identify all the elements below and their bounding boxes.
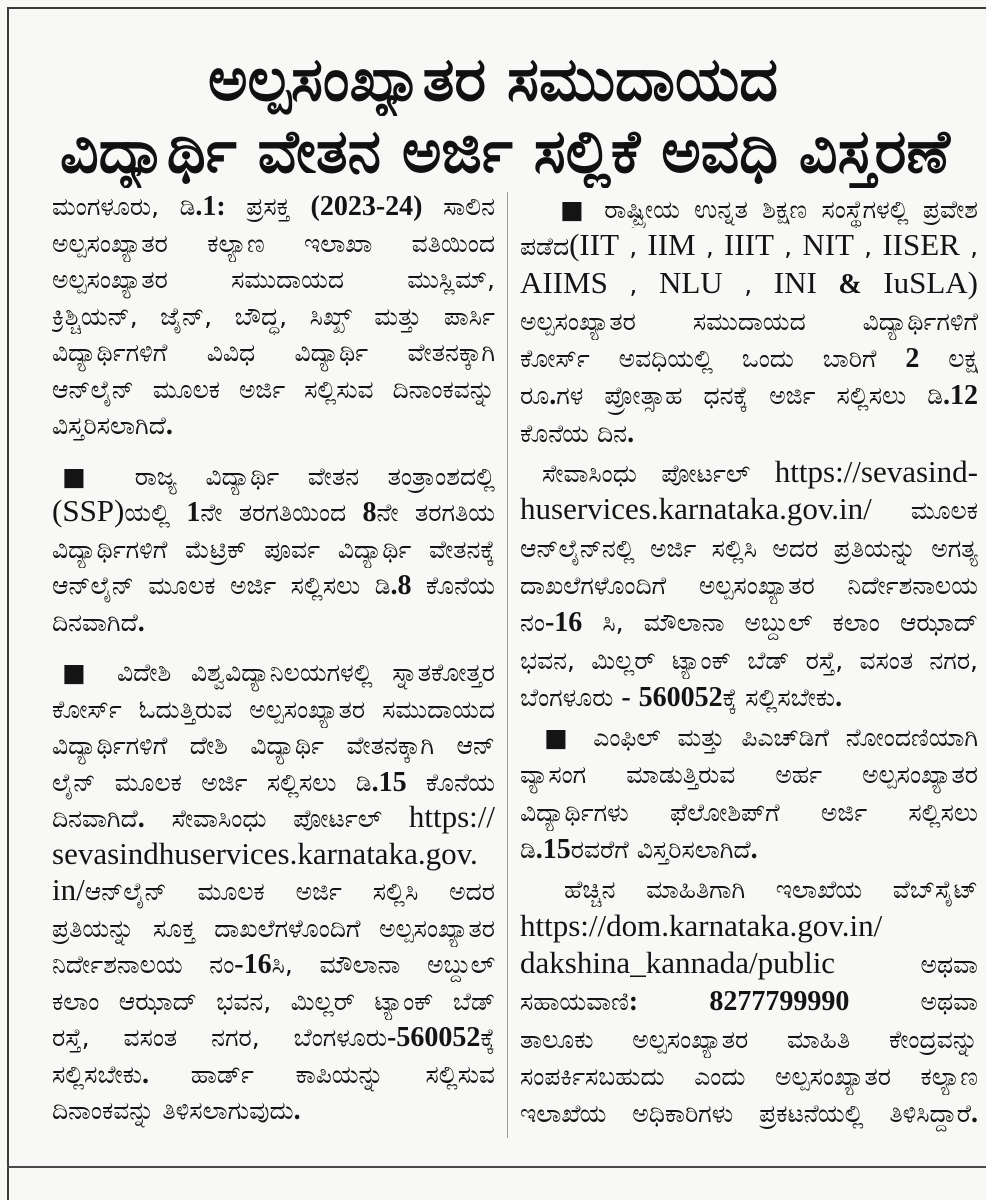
text-line: ಸಲ್ಲಿಸಬೇಕು. ಹಾರ್ಡ್ ಕಾಪಿಯನ್ನು ಸಲ್ಲಿಸುವ — [52, 1058, 495, 1090]
text-run: . — [137, 803, 145, 834]
text-line: huservices.karnataka.gov.in/ ಮೂಲಕ — [520, 492, 978, 527]
text-run: : — [628, 986, 639, 1018]
text-line: ಡಿ.15ರವರೆಗೆ ವಿಸ್ತರಿಸಲಾಗಿದೆ. — [520, 834, 758, 866]
text-line: ಕೋರ್ಸ್ ಅವಧಿಯಲ್ಲಿ ಒಂದು ಬಾರಿಗೆ 2 ಲಕ್ಷ — [520, 343, 978, 375]
text-run: NIT — [802, 228, 854, 263]
bottom-border — [7, 1166, 986, 1168]
text-run: .15 — [535, 834, 571, 866]
text-run: . — [750, 834, 758, 866]
text-run: huservices.karnataka.gov.in/ — [520, 492, 872, 527]
text-run: - — [621, 681, 631, 713]
text-run: sevasindhuservices.karnataka.gov. — [52, 837, 478, 871]
text-run: https:// — [408, 801, 495, 834]
text-line: ವಿಸ್ತರಿಸಲಾಗಿದೆ. — [52, 410, 173, 441]
left-paragraph-1 — [52, 189, 495, 445]
text-line: ಹೆಚ್ಚಿನ ಮಾಹಿತಿಗಾಗಿ ಇಲಾಖೆಯ ವೆಬ್‌ಸೈಟ್ — [564, 875, 978, 905]
text-line: ಪಡೆದ(IIT , IIM , IIIT , NIT , IISER , — [520, 228, 978, 263]
text-run: -16 — [234, 949, 272, 980]
text-line: ಅಲ್ಪಸಂಖ್ಯಾತರ ಕಲ್ಯಾಣ ಇಲಾಖಾ ವತಿಯಿಂದ — [52, 228, 495, 258]
text-run: & — [838, 268, 862, 300]
text-line: ಬೆಂಗಳೂರು - 560052ಕ್ಕೆ ಸಲ್ಲಿಸಬೇಕು. — [520, 681, 843, 713]
column-divider — [507, 192, 508, 1138]
text-line: (SSP)ಯಲ್ಲಿ 1ನೇ ತರಗತಿಯಿಂದ 8ನೇ ತರಗತಿಯ — [52, 495, 495, 528]
text-run: https://sevasind- — [774, 455, 978, 490]
text-run: IISER — [882, 228, 960, 263]
text-run: AIIMS — [520, 265, 608, 300]
text-line: in/ಆನ್‌ಲೈನ್ ಮೂಲಕ ಅರ್ಜಿ ಸಲ್ಲಿಸಿ ಅದರ — [52, 874, 495, 907]
text-run: INI — [773, 265, 817, 300]
right-column — [520, 191, 978, 1132]
text-run: (IIT — [569, 228, 620, 263]
text-run: IIIT — [724, 228, 774, 263]
text-line: ಕಲಾಂ ಆಝಾದ್ ಭವನ, ಮಿಲ್ಲರ್ ಟ್ಯಾಂಕ್ ಬೆಡ್ — [52, 986, 495, 1016]
text-run: IuSLA) — [883, 265, 978, 300]
text-run: 8277799990 — [709, 986, 850, 1018]
headline — [0, 44, 986, 188]
text-line — [52, 838, 495, 875]
text-run: (2023-24) — [310, 191, 423, 222]
text-run: . — [549, 380, 557, 412]
text-line: ಸಹಾಯವಾಣಿ: 8277799990 ಅಥವಾ — [520, 986, 978, 1018]
text-line: ತಾಲೂಕು ಅಲ್ಪಸಂಖ್ಯಾತರ ಮಾಹಿತಿ ಕೇಂದ್ರವನ್ನು — [520, 1024, 978, 1054]
text-run: -560052 — [387, 1022, 481, 1053]
text-line: ಲೈನ್ ಮೂಲಕ ಅರ್ಜಿ ಸಲ್ಲಿಸಲು ಡಿ.15 ಕೊನೆಯ — [52, 766, 495, 798]
top-border — [7, 7, 986, 9]
text-line: ■ ರಾಷ್ಟ್ರೀಯ ಉನ್ನತ ಶಿಕ್ಷಣ ಸಂಸ್ಥೆಗಳಲ್ಲಿ ಪ್ರವೇಶ — [560, 195, 978, 224]
text-line: ಸಂಪರ್ಕಿಸಬಹುದು ಎಂದು ಅಲ್ಪಸಂಖ್ಯಾತರ ಕಲ್ಯಾಣ — [520, 1061, 978, 1091]
text-line: ರಸ್ತೆ, ವಸಂತ ನಗರ, ಬೆಂಗಳೂರು-560052ಕ್ಕೆ — [52, 1022, 495, 1053]
text-run: . — [165, 410, 173, 441]
text-line: ದಾಖಲೆಗಳೊಂದಿಗೆ ಅಲ್ಪಸಂಖ್ಯಾತರ ನಿರ್ದೇಶನಾಲಯ — [520, 570, 978, 600]
text-run: NLU — [658, 265, 723, 300]
text-line: ಕ್ರಿಶ್ಚಿಯನ್, ಜೈನ್, ಬೌದ್ಧ, ಸಿಖ್ಖ್ ಮತ್ತು ಪಾರ್ಸಿ — [52, 301, 495, 331]
text-line: ಭವನ, ಮಿಲ್ಲರ್ ಟ್ಯಾಂಕ್ ಬೆಡ್ ರಸ್ತೆ, ವಸಂತ ನಗರ, — [520, 645, 978, 675]
text-line: ಅಲ್ಪಸಂಖ್ಯಾತರ ಸಮುದಾಯದ ವಿದ್ಯಾರ್ಥಿಗಳಿಗೆ — [520, 306, 978, 336]
text-line: ಆನ್‌ಲೈನ್ ಮೂಲಕ ಅರ್ಜಿ ಸಲ್ಲಿಸುವ ದಿನಾಂಕವನ್ನು — [52, 374, 495, 404]
text-line: ರೂ.ಗಳ ಪ್ರೋತ್ಸಾಹ ಧನಕ್ಕೆ ಅರ್ಜಿ ಸಲ್ಲಿಸಲು ಡಿ.12 — [520, 380, 978, 412]
right-paragraph-3 — [520, 719, 978, 868]
right-paragraph-4 — [520, 871, 978, 1132]
text-line: ನಿರ್ದೇಶನಾಲಯ ನಂ-16ಸಿ, ಮೌಲಾನಾ ಅಬ್ದುಲ್ — [52, 949, 495, 980]
text-line: ವಿದ್ಯಾರ್ಥಿಗಳಿಗೆ ವಿವಿಧ ವಿದ್ಯಾರ್ಥಿ ವೇತನಕ್ಕಾಗಿ — [52, 338, 495, 367]
text-run: 560052 — [638, 681, 723, 713]
text-run: . — [137, 606, 145, 638]
left-paragraph-3 — [52, 655, 495, 1130]
right-paragraph-1 — [520, 191, 978, 452]
text-line: ವಿದ್ಯಾರ್ಥಿಗಳಿಗೆ ದೇಶಿ ವಿದ್ಯಾರ್ಥಿ ವೇತನಕ್ಕಾಗಿ ಆನ್ — [52, 731, 495, 760]
text-run: .1: — [195, 191, 226, 222]
text-line: ದಿನವಾಗಿದೆ. ಸೇವಾಸಿಂಧು ಪೋರ್ಟಲ್ https:// — [52, 801, 495, 834]
text-line: ಪ್ರತಿಯನ್ನು ಸೂಕ್ತ ದಾಖಲೆಗಳೊಂದಿಗೆ ಅಲ್ಪಸಂಖ್ಯಾತರ — [52, 913, 495, 943]
text-line: ನಂ-16 ಸಿ, ಮೌಲಾನಾ ಅಬ್ದುಲ್ ಕಲಾಂ ಆಝಾದ್ — [520, 607, 978, 639]
text-run: . — [835, 681, 843, 713]
right-paragraph-2 — [520, 455, 978, 716]
text-run: 2 — [905, 343, 920, 375]
text-run: -16 — [544, 607, 583, 639]
text-run: . — [627, 417, 635, 449]
text-line: ಅಲ್ಪಸಂಖ್ಯಾತರ ಸಮುದಾಯದ ಮುಸ್ಲಿಮ್, — [52, 265, 495, 294]
text-line: ವ್ಯಾಸಂಗ ಮಾಡುತ್ತಿರುವ ಅರ್ಹ ಅಲ್ಪಸಂಖ್ಯಾತರ — [520, 760, 978, 790]
text-run: .15 — [371, 766, 407, 798]
text-line: ಆನ್‌ಲೈನ್ ಮೂಲಕ ಅರ್ಜಿ ಸಲ್ಲಿಸಲು ಡಿ.8 ಕೊನೆಯ — [52, 570, 495, 601]
text-line: ಆನ್‌ಲೈನ್‌ನಲ್ಲಿ ಅರ್ಜಿ ಸಲ್ಲಿಸಿ ಅದರ ಪ್ರತಿಯನ್ನು ಅಗತ್ಯ — [520, 533, 978, 563]
text-run: IIM — [647, 228, 696, 263]
text-line: ■ ರಾಜ್ಯ ವಿದ್ಯಾರ್ಥಿ ವೇತನ ತಂತ್ರಾಂಶದಲ್ಲಿ — [62, 461, 495, 491]
text-run: 1 — [186, 497, 201, 528]
text-line: ದಿನವಾಗಿದೆ. — [52, 606, 145, 638]
text-line: ■ ಎಂಫಿಲ್ ಮತ್ತು ಪಿಎಚ್‌ಡಿಗೆ ನೋಂದಣಿಯಾಗಿ — [544, 723, 978, 753]
headline-line-2: ವಿದ್ಯಾರ್ಥಿ ವೇತನ ಅರ್ಜಿ ಸಲ್ಲಿಕೆ ಅವಧಿ ವಿಸ್ತರಣೆ — [59, 117, 951, 187]
text-run: .12 — [943, 380, 978, 412]
text-run: 8 — [362, 497, 377, 528]
text-line: ವಿದ್ಯಾರ್ಥಿಗಳಿಗೆ ಮೆಟ್ರಿಕ್ ಪೂರ್ವ ವಿದ್ಯಾರ್ಥಿ ವೇತನಕ್ಕೆ — [52, 534, 495, 564]
text-line: ಕೋರ್ಸ್ ಓದುತ್ತಿರುವ ಅಲ್ಪಸಂಖ್ಯಾತರ ಸಮುದಾಯದ — [52, 694, 495, 724]
text-line: AIIMS , NLU , INI & IuSLA) — [520, 265, 978, 300]
text-run: (SSP) — [52, 495, 125, 528]
text-run: https://dom.karnataka.gov.in/ — [520, 908, 883, 943]
text-run: . — [141, 1058, 149, 1090]
text-line: ಇಲಾಖೆಯ ಅಧಿಕಾರಿಗಳು ಪ್ರಕಟನೆಯಲ್ಲಿ ತಿಳಿಸಿದ್ದಾರೆ. — [520, 1098, 978, 1130]
text-run: . — [971, 1098, 978, 1130]
text-line: ವಿದ್ಯಾರ್ಥಿಗಳು ಫೆಲೋಶಿಪ್‌ಗೆ ಅರ್ಜಿ ಸಲ್ಲಿಸಲು — [520, 797, 978, 827]
text-line: ದಿನಾಂಕವನ್ನು ತಿಳಿಸಲಾಗುವುದು. — [52, 1095, 301, 1126]
text-run: . — [293, 1095, 301, 1126]
left-column — [52, 189, 495, 1130]
text-line: ಸೇವಾಸಿಂಧು ಪೋರ್ಟಲ್ https://sevasind- — [542, 455, 978, 490]
text-line — [520, 909, 978, 946]
text-line: ■ ವಿದೇಶಿ ವಿಶ್ವವಿದ್ಯಾನಿಲಯಗಳಲ್ಲಿ ಸ್ನಾತಕೋತ್ತರ — [62, 658, 495, 687]
text-run: .8 — [390, 570, 412, 601]
headline-line-1: ಅಲ್ಪಸಂಖ್ಯಾತರ ಸಮುದಾಯದ — [207, 45, 778, 115]
left-paragraph-2 — [52, 459, 495, 642]
text-line: dakshina_kannada/public ಅಥವಾ — [520, 945, 978, 980]
text-line: ಮಂಗಳೂರು, ಡಿ.1: ಪ್ರಸಕ್ತ (2023-24) ಸಾಲಿನ — [52, 191, 495, 222]
text-line: ಕೊನೆಯ ದಿನ. — [520, 417, 635, 449]
text-run: in/ — [52, 874, 85, 907]
text-run: dakshina_kannada/public — [520, 945, 836, 980]
